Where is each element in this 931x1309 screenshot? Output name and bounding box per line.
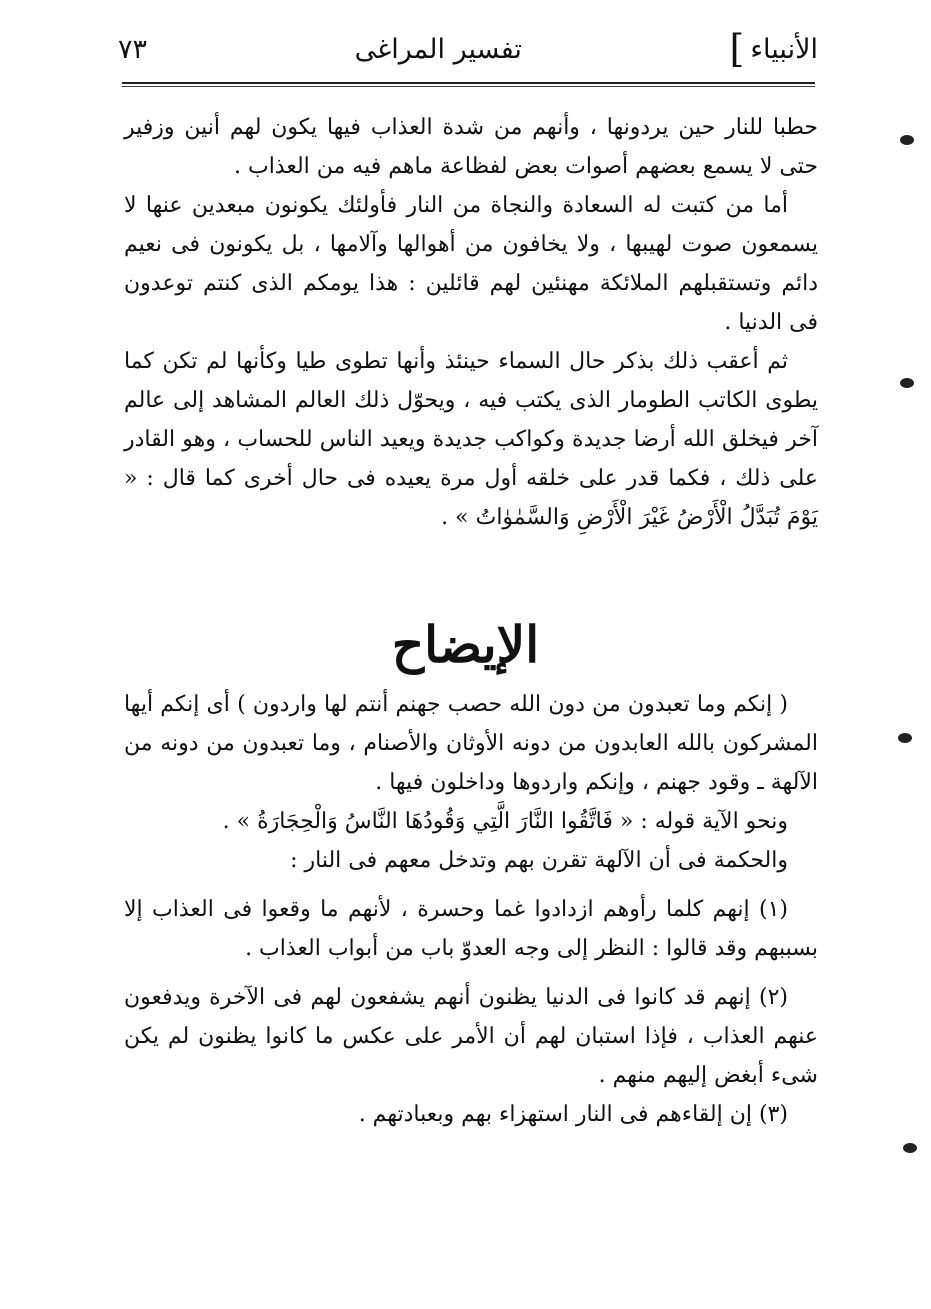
header-rule	[122, 82, 815, 84]
header-rule-thin	[122, 86, 815, 87]
numbered-item: (٢) إنهم قد كانوا فى الدنيا يظنون أنهم يشفعون لهم فى الآخرة ويدفعون عنهم العذاب ، فإذا استبان لهم أن الأمر على عكس ما كانوا يظنون لم يكن شىء أبغض إليهم منهم .	[124, 985, 818, 1088]
bracket-mark: ]	[729, 27, 745, 71]
chapter-heading	[729, 27, 818, 71]
scan-speck	[898, 733, 912, 743]
paragraph: والحكمة فى أن الآلهة تقرن بهم وتدخل معهم فى النار :	[290, 848, 788, 873]
paragraph: ثم أعقب ذلك بذكر حال السماء حينئذ وأنها تطوى طيا وكأنها لم تكن كما يطوى الكاتب الطومار الذى يكتب فيه ، ويحوّل ذلك العالم المشاهد إلى عالم آخر فيخلق الله أرضا جديدة وكواكب جديدة ويعيد الناس للحساب ، وهو القادر على ذلك ، فكما قدر على خلقه أول مرة يعيده فى حال أخرى كما قال : « يَوْمَ تُبَدَّلُ الْأَرْضُ غَيْرَ الْأَرْضِ وَالسَّمٰوٰاتُ » .	[124, 349, 818, 530]
chapter-name: الأنبياء	[750, 33, 818, 65]
paragraph: ونحو الآية قوله : « فَاتَّقُوا النَّارَ الَّتِي وَقُودُهَا النَّاسُ وَالْحِجَارَةُ » .	[222, 809, 788, 834]
scan-speck	[903, 1143, 917, 1153]
scan-speck	[900, 378, 914, 388]
numbered-item: (١) إنهم كلما رأوهم ازدادوا غما وحسرة ، لأنهم ما وقعوا فى العذاب إلا بسببهم وقد قالوا : النظر إلى وجه العدوّ باب من أبواب العذاب .	[124, 897, 818, 961]
paragraph: حطبا للنار حين يردونها ، وأنهم من شدة العذاب فيها يكون لهم أنين وزفير حتى لا يسمع بعضهم أصوات بعض لفظاعة ماهم فيه من العذاب .	[124, 115, 818, 179]
page-number: ٧٣	[118, 33, 148, 65]
paragraph: ( إنكم وما تعبدون من دون الله حصب جهنم أنتم لها واردون ) أى إنكم أيها المشركون بالله العابدون من دونه الأوثان والأصنام ، وما تعبدون من دونه من الآلهة ـ وقود جهنم ، وإنكم واردوها وداخلون فيها .	[124, 692, 818, 795]
numbered-item: (٣) إن إلقاءهم فى النار استهزاء بهم وبعبادتهم .	[358, 1102, 788, 1127]
section-heading: الإيضاح	[391, 615, 540, 674]
commentary-text	[124, 108, 818, 537]
book-title: تفسير المراغى	[354, 33, 522, 65]
page-header	[118, 24, 818, 74]
explanation-text	[124, 685, 818, 1134]
scan-speck	[900, 135, 914, 145]
paragraph: أما من كتبت له السعادة والنجاة من النار فأولئك يكونون مبعدين عنها لا يسمعون صوت لهيبها ، ولا يخافون من أهوالها وآلامها ، بل يكونون فى نعيم دائم وتستقبلهم الملائكة مهنئين لهم قائلين : هذا يومكم الذى كنتم توعدون فى الدنيا .	[124, 193, 818, 335]
